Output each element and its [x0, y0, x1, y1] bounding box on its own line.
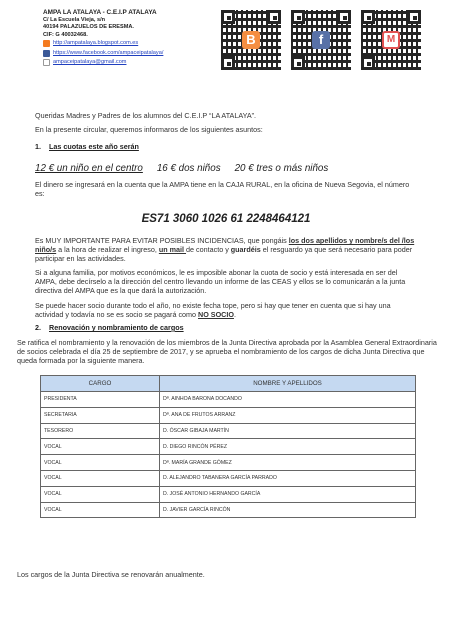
- cell-nombre: D. ÓSCAR GIBAJA MARTÍN: [160, 423, 416, 439]
- fee-one-child: 12 € un niño en el centro: [35, 163, 143, 174]
- cell-cargo: SECRETARIA: [41, 407, 160, 423]
- table-row: [41, 470, 416, 486]
- org-street: C/ La Escuela Vieja, s/n: [43, 16, 106, 23]
- gmail-icon: [43, 59, 50, 66]
- section-2-heading: [35, 323, 184, 332]
- bank-info: El dinero se ingresará en la cuenta que la AMPA tiene en la CAJA RURAL, en la oficina de Nueva Segovia, el número es:: [35, 180, 410, 199]
- qr-facebook[interactable]: [291, 10, 351, 70]
- board-table: [40, 375, 416, 518]
- section-1-title: Las cuotas este año serán: [49, 142, 139, 151]
- facebook-link[interactable]: https://www.facebook.com/ampaceipatalaya/: [53, 49, 164, 56]
- intro: En la presente circular, queremos informaros de los siguientes asuntos:: [35, 125, 263, 134]
- qr-gmail[interactable]: [361, 10, 421, 70]
- gmail-logo-icon: M: [382, 31, 400, 49]
- economic-note: Si a alguna familia, por motivos económicos, le es imposible abonar la cuota de socio y está interesada en ser del AMPA, debe decírselo a la dirección del centro llevando un informe de las CEAS y ellos se lo comunicarán a la junta directiva del AMPA que es la que dará la autorización.: [35, 268, 406, 296]
- cell-nombre: Dª. AINHOA BARONA DOCANDO: [160, 392, 416, 408]
- fee-three-children: 20 € tres o más niños: [234, 163, 329, 174]
- section-1-heading: [35, 142, 139, 151]
- important-note: Es MUY IMPORTANTE PARA EVITAR POSIBLES INCIDENCIAS, que pongáis los dos apellidos y nombre/s del /los niño/s a la hora de realizar el ingreso, un mail de contacto y guardéis el resguardo ya que será necesario para poder participar en las actividades.: [35, 236, 415, 264]
- facebook-logo-icon: f: [312, 31, 330, 49]
- cell-cargo: VOCAL: [41, 455, 160, 471]
- blog-link[interactable]: http://ampatalaya.blogspot.com.es: [53, 40, 139, 47]
- table-header-row: [41, 376, 416, 392]
- letterhead: [43, 9, 213, 68]
- table-row: [41, 407, 416, 423]
- header-cargo: CARGO: [41, 376, 160, 392]
- cell-nombre: D. ALEJANDRO TABANERA GARCÍA PARRADO: [160, 470, 416, 486]
- section-2-title: Renovación y nombramiento de cargos: [49, 323, 184, 332]
- cell-cargo: VOCAL: [41, 470, 160, 486]
- email-line: [43, 58, 213, 67]
- cell-cargo: TESORERO: [41, 423, 160, 439]
- ratification-text: Se ratifica el nombramiento y la renovación de los miembros de la Junta Directiva aprobada por la Asamblea General Extraordinaria de socios celebrada el día 25 de septiembre de 2017, y se aprueba el nombramiento de los cargos de dicha Junta Directiva que queda formada por la siguiente manera.: [17, 338, 437, 366]
- blogger-logo-icon: B: [242, 31, 260, 49]
- table-row: [41, 392, 416, 408]
- fee-two-children: 16 € dos niños: [156, 163, 221, 174]
- cell-cargo: VOCAL: [41, 439, 160, 455]
- greeting: Queridas Madres y Padres de los alumnos del C.E.I.P “LA ATALAYA”.: [35, 111, 257, 120]
- org-city: 40194 PALAZUELOS DE ERESMA.: [43, 24, 134, 31]
- facebook-icon: [43, 50, 50, 57]
- org-cif: CIF: G 40032468.: [43, 31, 88, 38]
- membership-note: Se puede hacer socio durante todo el año, no existe fecha tope, pero si hay que tener en cuenta que si hay una actividad y todavía no se es socio se pagará como NO SOCIO.: [35, 301, 391, 320]
- blog-line: [43, 39, 213, 48]
- cell-nombre: D. DIEGO RINCÓN PÉREZ: [160, 439, 416, 455]
- qr-blogger[interactable]: [221, 10, 281, 70]
- cell-nombre: D. JOSÉ ANTONIO HERNANDO GARCÍA: [160, 486, 416, 502]
- cell-nombre: Dª. ANA DE FRUTOS ARRANZ: [160, 407, 416, 423]
- iban-number: ES71 3060 1026 61 2248464121: [141, 213, 311, 225]
- cell-cargo: VOCAL: [41, 502, 160, 518]
- fees: [35, 163, 342, 174]
- table-row: [41, 455, 416, 471]
- table-row: [41, 486, 416, 502]
- section-1-number: 1.: [35, 142, 41, 151]
- closing-note: Los cargos de la Junta Directiva se renovarán anualmente.: [17, 570, 205, 579]
- table-row: [41, 439, 416, 455]
- blogger-icon: [43, 40, 50, 47]
- cell-cargo: VOCAL: [41, 486, 160, 502]
- table-row: [41, 502, 416, 518]
- qr-codes: [221, 10, 421, 70]
- header-nombre: NOMBRE Y APELLIDOS: [160, 376, 416, 392]
- cell-nombre: D. JAVIER GARCÍA RINCÓN: [160, 502, 416, 518]
- facebook-line: [43, 49, 213, 58]
- section-2-number: 2.: [35, 323, 41, 332]
- org-name: AMPA LA ATALAYA - C.E.I.P ATALAYA: [43, 9, 157, 16]
- cell-cargo: PRESIDENTA: [41, 392, 160, 408]
- table-row: [41, 423, 416, 439]
- cell-nombre: Dª. MARÍA GRANDE GÓMEZ: [160, 455, 416, 471]
- email-link[interactable]: ampaceipatalaya@gmail.com: [53, 59, 127, 66]
